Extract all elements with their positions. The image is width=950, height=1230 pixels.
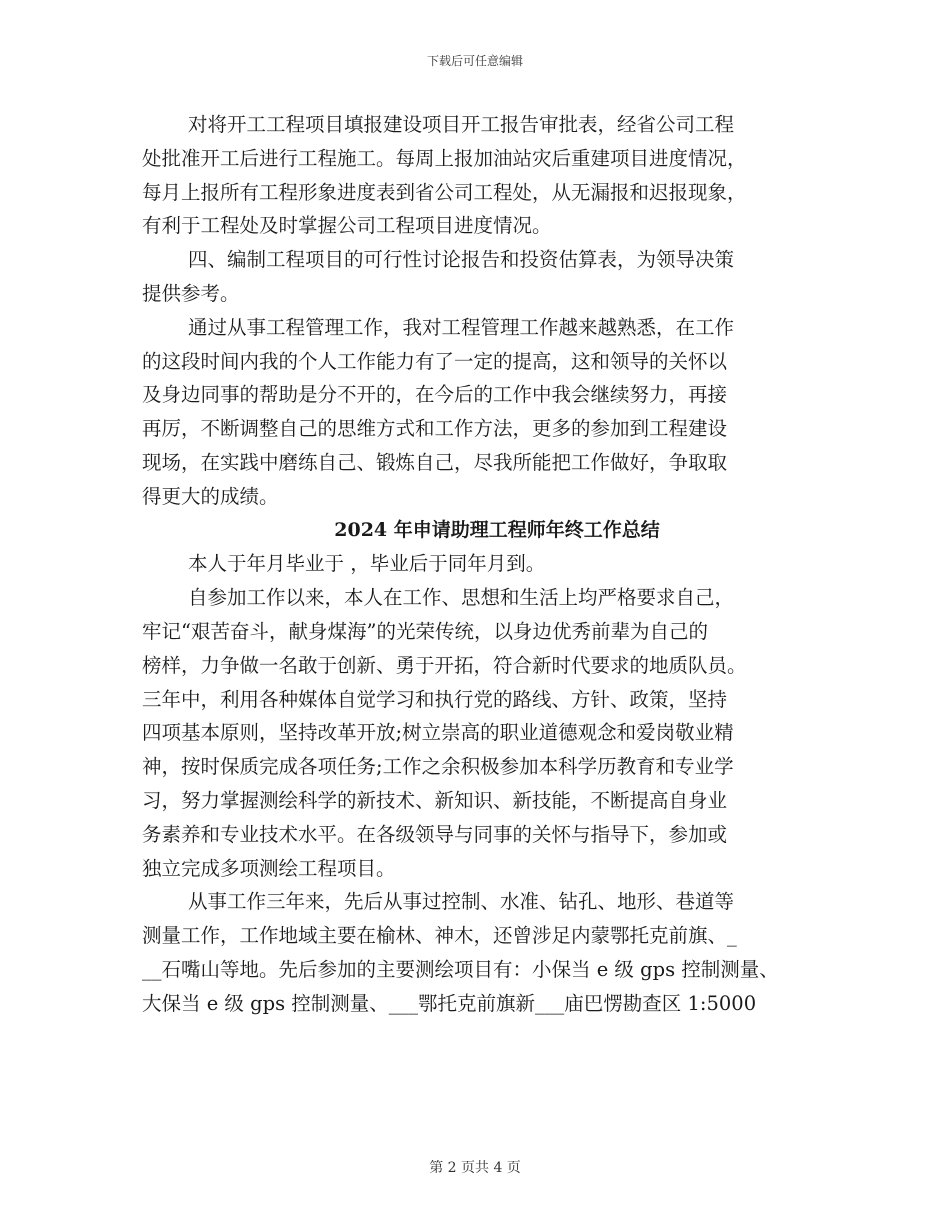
text-line: 四、编制工程项目的可行性讨论报告和投资估算表，为领导决策 (188, 248, 735, 272)
text-line: 从事工作三年来，先后从事过控制、水准、钻孔、地形、巷道等 (188, 890, 735, 914)
document-body (142, 108, 832, 1021)
text-line: 对将开工工程项目填报建设项目开工报告审批表，经省公司工程 (188, 113, 735, 136)
page-header: 下载后可任意编辑 (426, 54, 523, 68)
text-line: 得更大的成绩。 (142, 484, 279, 508)
text-line: 每月上报所有工程形象进度表到省公司工程处，从无漏报和迟报现象， (142, 180, 747, 204)
text-line: 习，努力掌握测绘科学的新技术、新知识、新技能，不断提高自身业 (142, 788, 728, 812)
text-line: 神，按时保质完成各项任务;工作之余积极参加本科学历教育和专业学 (142, 755, 734, 779)
text-line: 独立完成多项测绘工程项目。 (142, 856, 396, 880)
text-line: 四项基本原则，坚持改革开放;树立崇高的职业道德观念和爱岗敬业精 (142, 721, 734, 745)
section-title: 2024 年申请助理工程师年终工作总结 (334, 518, 660, 541)
text-line: 三年中，利用各种媒体自觉学习和执行党的路线、方针、政策，坚持 (142, 687, 728, 711)
text-line: 的这段时间内我的个人工作能力有了一定的提高，这和领导的关怀以 (142, 349, 728, 373)
text-line: 现场，在实践中磨练自己、锻炼自己，尽我所能把工作做好，争取取 (142, 450, 728, 474)
page-footer: 第 2 页共 4 页 (429, 1160, 521, 1176)
text-line: 大保当 e 级 gps 控制测量、___鄂托克前旗新___庙巴愣勘查区 1:5000 (142, 991, 757, 1015)
text-line: 处批准开工后进行工程施工。每周上报加油站灾后重建项目进度情况， (142, 146, 747, 170)
text-line: 通过从事工程管理工作，我对工程管理工作越来越熟悉，在工作 (188, 315, 735, 339)
text-line: __石嘴山等地。先后参加的主要测绘项目有：小保当 e 级 gps 控制测量、 (142, 957, 779, 981)
text-line: 再厉，不断调整自己的思维方式和工作方法，更多的参加到工程建设 (142, 417, 728, 441)
text-line: 自参加工作以来，本人在工作、思想和生活上均严格要求自己， (188, 586, 735, 610)
text-line: 提供参考。 (142, 281, 240, 305)
text-line: 测量工作，工作地域主要在榆林、神木，还曾涉足内蒙鄂托克前旗、_ (142, 924, 737, 948)
text-line: 本人于年月毕业于 ，毕业后于同年月到。 (188, 552, 546, 576)
text-line: 牢记“艰苦奋斗，献身煤海”的光荣传统，以身边优秀前辈为自己的 (142, 619, 708, 643)
text-line: 及身边同事的帮助是分不开的，在今后的工作中我会继续努力，再接 (142, 383, 728, 407)
text-line: 有利于工程处及时掌握公司工程项目进度情况。 (142, 214, 552, 238)
text-line: 榜样，力争做一名敢于创新、勇于开拓，符合新时代要求的地质队员。 (142, 653, 747, 677)
text-line: 务素养和专业技术水平。在各级领导与同事的关怀与指导下，参加或 (142, 822, 728, 846)
